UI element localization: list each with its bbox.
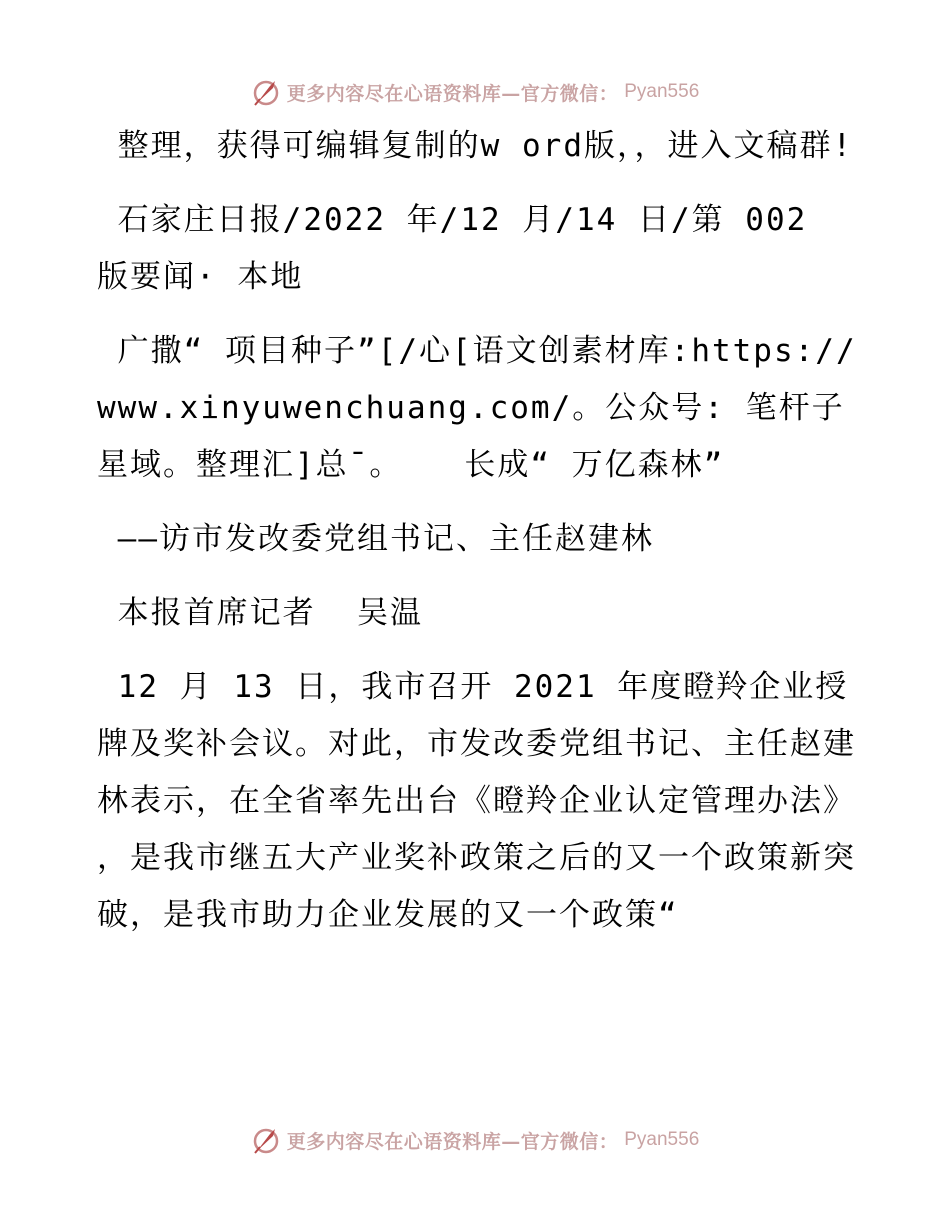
paragraph-byline: 本报首席记者 吴温	[97, 595, 423, 631]
paragraph-subtitle: ——访市发改委党组书记、主任赵建林	[97, 521, 654, 557]
header-banner-text: 更多内容尽在心语资料库—官方微信：	[286, 82, 619, 105]
paragraph-article-text: 12 月 13 日，我市召开 2021 年度瞪羚企业授牌及奖补会议。对此，市发改委党组书记、主任赵建林表示，在全省率先出台《瞪羚企业认定管理办法》 ，是我市继五大产业奖补政策之后的又一个政策新突破，是我市助力企业发展的又一个政策“	[97, 669, 877, 933]
paragraph-intro: 整理，获得可编辑复制的w ord版，，进入文稿群!	[97, 128, 854, 164]
quill-logo-icon	[251, 1125, 281, 1155]
document-body	[97, 118, 877, 944]
paragraph-source-line: 石家庄日报/2022 年/12 月/14 日/第 002 版要闻· 本地	[97, 202, 828, 295]
footer-banner	[0, 1120, 950, 1160]
header-wechat-id: Pyan556	[624, 81, 700, 102]
header-banner	[0, 72, 950, 112]
quill-logo-icon	[251, 77, 281, 107]
paragraph-headline: 广撒“ 项目种子”[/心[语文创素材库:https://www.xinyuwenchuang.com/。公众号: 笔杆子星域。整理汇]总¯。 长成“ 万亿森林”	[97, 333, 857, 483]
footer-banner-text: 更多内容尽在心语资料库—官方微信：	[286, 1130, 619, 1153]
footer-wechat-id: Pyan556	[624, 1129, 700, 1150]
